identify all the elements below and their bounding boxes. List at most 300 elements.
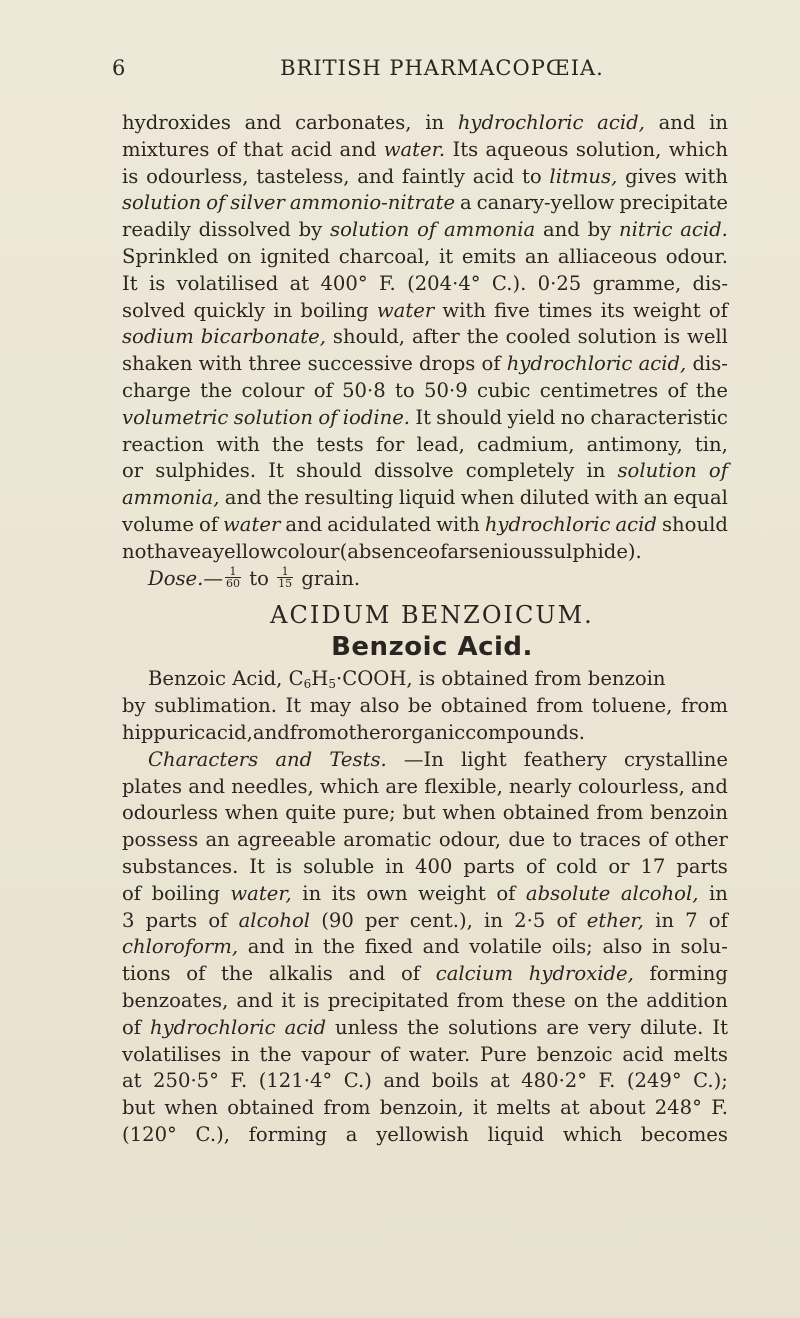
monograph-english-title: Benzoic Acid. [331,632,533,663]
text-word: in [302,881,322,905]
text-word: it [281,988,296,1012]
text-word: and [236,988,274,1012]
text-word: is [148,271,166,295]
text-word: weight [418,881,486,905]
text-word: its [331,881,356,905]
text-word: is [275,854,293,878]
text-word: emits [461,244,517,268]
text-word: 250·5° [153,1069,219,1093]
text-word: solution [577,325,657,349]
text-word: yellow [212,539,277,563]
text-word: ammonia [443,218,536,242]
text-word: odourless [122,801,219,825]
text-word: Characters [148,747,259,771]
text-word: toluene, [591,694,673,718]
text-line [122,720,728,747]
text-line [122,190,728,217]
text-line [122,1095,728,1122]
text-word: at [289,271,310,295]
text-word: in [294,935,314,959]
text-word: pure; [342,801,396,825]
text-line [122,988,728,1015]
text-word: when [442,801,496,825]
text-word: well [687,325,728,349]
text-word: its [600,298,625,322]
text-word: with [436,512,480,536]
text-word: parts [463,854,515,878]
text-word: dis- [692,271,728,295]
text-word: water. [408,1042,471,1066]
text-word: drops [419,352,476,376]
text-word: a [345,1122,358,1146]
text-word: hydrochloric [457,111,584,134]
formula-sub-hydrogen: 5 [328,677,336,692]
text-word: tin, [694,432,728,456]
text-word: equal [673,486,728,510]
text-word: acid [615,512,657,536]
text-word: have [154,539,202,563]
text-word: other [674,828,728,852]
text-word: 248° [654,1096,702,1120]
text-word: sulphides. [155,459,257,483]
text-word: from [596,801,644,825]
text-word: (absence [339,539,429,563]
text-word: sublimation. [154,694,277,718]
text-word: water, [230,881,292,905]
text-line [122,908,728,935]
text-word: nearly [509,774,572,798]
formula-sub-carbon: 6 [303,677,312,692]
text-word: five [494,298,530,322]
text-word: not [122,539,155,563]
text-word: solution [330,218,410,242]
text-line [122,110,728,137]
text-line [122,351,728,378]
text-word: successive [307,352,413,376]
text-word: characteristic [590,405,728,429]
text-word: acid [472,164,515,188]
text-word: benzoates, [122,988,229,1012]
text-line [122,378,728,405]
text-word: of [401,962,421,986]
text-word: no [560,405,585,429]
text-word: 7 [685,908,698,932]
text-word: tions [122,962,171,986]
text-word: 2·5 [514,908,546,932]
text-word: becomes [640,1122,728,1146]
text-line [122,827,728,854]
text-word: water [376,298,435,322]
text-word: hydroxide, [528,962,634,986]
text-word: —In [403,747,444,771]
text-word: the [200,378,233,402]
text-word: these [511,988,566,1012]
text-word: ether, [586,908,644,932]
formula-line [122,666,728,693]
text-word: feathery [523,747,607,771]
text-word: centimetres [539,378,659,402]
text-word: also [359,694,400,718]
text-word: acid, [638,352,687,376]
text-line [122,774,728,801]
text-word: litmus, [549,164,618,188]
text-line [122,324,728,351]
text-word: and [422,935,460,959]
text-word: when [164,1096,218,1120]
text-word: an [205,828,230,852]
dose-fraction-max: $\frac{1}{15}$ [278,564,293,590]
text-word: and [691,774,728,798]
text-line [122,405,728,432]
text-word: on [227,244,252,268]
text-line [122,137,728,164]
paragraph-hydroxides [122,110,728,566]
text-word: parts [145,908,198,932]
text-word: cadmium, [476,432,575,456]
text-word: the [466,325,499,349]
text-word: antimony, [586,432,683,456]
text-word: the [695,378,728,402]
text-line [122,800,728,827]
text-word: canary-yellow [476,191,615,215]
text-word: possess [122,828,199,852]
text-word: own [366,881,408,905]
dose-to: to [249,566,269,590]
text-word: of [708,908,728,932]
text-word: solu- [680,935,728,959]
text-word: at [490,1069,510,1093]
text-word: about [588,1096,646,1120]
text-word: acid. [680,218,728,242]
text-word: obtained [502,801,590,825]
text-word: per [364,908,399,932]
text-word: solved [122,298,186,322]
text-word: the [259,1042,292,1066]
text-line [122,512,728,539]
text-word: odourless, [146,164,249,188]
text-word: from [289,720,337,744]
text-word: obtained [440,694,528,718]
text-word: resulting [304,486,394,510]
text-word: (121·4° [258,1069,333,1093]
body-text [122,110,728,1149]
text-word: and [383,1069,421,1093]
text-word: (120° [122,1122,177,1146]
text-word: liquid [398,486,456,510]
text-word: is [122,164,139,188]
text-word: charge [122,378,191,402]
text-word: charcoal, [338,244,431,268]
text-word: solutions [448,1015,538,1039]
text-word: after [411,325,460,349]
text-word: melts [496,1096,551,1120]
text-word: are [546,1015,580,1039]
text-word: that [243,137,284,161]
running-title: BRITISH PHARMACOPŒIA. [280,56,604,80]
text-word: is [303,988,320,1012]
text-word: it [472,1096,488,1120]
text-word: of [417,218,437,242]
text-word: quite [285,801,337,825]
dose-label: Dose. [148,566,204,590]
text-word: bicarbonate, [200,325,326,349]
text-word: hydroxides [122,111,231,134]
text-word: cent.), [409,908,473,932]
text-word: of [525,854,545,878]
text-word: Its [452,137,479,161]
text-word: benzoin, [379,1096,464,1120]
text-line [122,881,728,908]
text-word: lead, [416,432,465,456]
text-word: acid, [597,111,645,134]
text-word: hydrochloric [484,512,611,536]
text-word: forming [248,1122,328,1146]
text-word: but [402,801,436,825]
text-line [122,298,728,325]
text-word: to [395,378,415,402]
text-word: sulphide). [543,539,642,563]
text-word: or [608,854,630,878]
text-word: with [198,352,243,376]
text-word: and [285,512,323,536]
text-word: from [323,1096,371,1120]
text-word: parts [676,854,728,878]
text-word: should [295,459,362,483]
text-word: at [122,1069,142,1093]
dose-unit: grain. [301,566,361,590]
text-word: tests [316,432,364,456]
text-word: with [594,486,639,510]
text-word: for [375,432,405,456]
text-word: alliaceous [557,244,658,268]
text-word: three [248,352,302,376]
text-word: are [385,774,419,798]
text-word: carbonates, [295,111,412,134]
text-word: weight [632,298,701,322]
text-word: should, [332,325,406,349]
text-word: of [318,405,338,429]
text-word: of [206,191,226,215]
text-word: in [586,459,606,483]
text-word: crystalline [623,747,728,771]
text-word: (90 [321,908,354,932]
text-word: in [651,935,671,959]
text-word: aqueous [485,137,569,161]
text-word: in [273,298,293,322]
text-line [122,244,728,271]
formula-post: ·COOH, is obtained from benzoin [335,667,666,691]
text-line [122,747,728,774]
text-word: F. [230,1069,248,1093]
text-word: C.). [491,271,527,295]
text-line [122,934,728,961]
text-word: arsenious [447,539,544,563]
text-word: of [708,459,728,483]
text-word: plates [122,774,183,798]
text-word: acid [290,137,333,161]
text-word: It [122,271,138,295]
text-word: of [648,828,668,852]
text-word: agreeable [237,828,336,852]
text-word: of [556,908,576,932]
text-line [122,1015,728,1042]
text-word: volatilises [122,1042,222,1066]
text-word: may [309,694,352,718]
text-word: solution [617,459,697,483]
text-word: volatilised [176,271,279,295]
text-word: on [573,988,599,1012]
text-word: (249° [626,1069,682,1093]
paragraph-characters-tests [122,747,728,1149]
text-word: the [266,486,300,510]
text-word: odour. [665,244,728,268]
text-word: substances. [122,854,239,878]
text-word: 3 [122,908,135,932]
text-word: by [122,694,146,718]
text-word: in [425,111,445,134]
text-word: dis- [692,352,728,376]
text-word: (204·4° [407,271,481,295]
text-word: gives [625,164,677,188]
text-word: and [224,486,262,510]
text-word: by [587,218,612,242]
text-word: acid, [205,720,253,744]
text-line [122,1122,728,1149]
text-word: an [643,486,668,510]
text-word: which [668,137,728,161]
text-word: very [587,1015,632,1039]
text-word: completely [465,459,575,483]
text-word: dilute. [640,1015,704,1039]
text-word: with [216,432,260,456]
text-word: of [186,962,206,986]
text-word: acidulated [327,512,432,536]
text-word: it [438,244,454,268]
text-word: in [709,881,728,905]
text-word: cooled [505,325,571,349]
text-word: readily [122,218,191,242]
text-word: odour, [438,828,502,852]
text-line [122,1042,728,1069]
text-word: and [339,137,377,161]
text-word: It [415,405,431,429]
text-word: 50·8 [342,378,386,402]
text-word: a [201,539,213,563]
text-word: the [407,1015,440,1039]
text-word: with [442,298,486,322]
text-word: C.); [693,1069,728,1093]
text-word: a [460,191,472,215]
text-word: and [252,720,290,744]
text-line [122,693,728,720]
text-word: light [461,747,507,771]
text-word: 480·2° [521,1069,588,1093]
text-word: diluted [519,486,590,510]
text-word: absolute [525,881,611,905]
text-word: and [542,218,580,242]
text-word: colourless, [577,774,685,798]
text-word: times [538,298,593,322]
text-word: is [663,325,681,349]
text-word: faintly [401,164,465,188]
text-word: cubic [477,378,531,402]
text-word: vapour [301,1042,371,1066]
text-word: tasteless, [256,164,350,188]
dose-dash: — [203,566,223,590]
text-word: quickly [193,298,266,322]
text-line [122,432,728,459]
text-word: dissolve [374,459,454,483]
text-word: from [456,988,504,1012]
text-word: in [709,111,728,134]
text-word: of [496,881,516,905]
text-word: volume [122,512,194,536]
text-word: water. [383,137,446,161]
text-word: forming [649,962,728,986]
text-word: solution [233,405,314,429]
text-word: of [122,1015,142,1039]
text-word: shaken [122,352,193,376]
paragraph-preparation [122,693,728,747]
text-word: obtained [227,1096,315,1120]
text-word: boiling [151,881,220,905]
text-word: and [188,774,226,798]
text-word: of [667,378,687,402]
text-word: 17 [640,854,666,878]
text-word: of [380,1042,400,1066]
text-word: or [122,459,144,483]
text-word: of [481,352,501,376]
text-word: needles, [231,774,314,798]
text-word: of [198,512,219,536]
text-word: volumetric [122,405,229,429]
text-word: when [224,801,279,825]
text-word: should [436,405,503,429]
text-word: F. [378,271,396,295]
text-word: due [508,828,546,852]
text-word: addition [646,988,728,1012]
text-word: C.), [195,1122,230,1146]
formula-mid: H [311,667,329,691]
text-word: yellowish [376,1122,469,1146]
text-word: water [223,512,281,536]
text-word: volatile [469,935,543,959]
text-word: an [524,244,550,268]
text-word: F. [598,1069,616,1093]
text-word: hydrochloric [506,352,633,376]
text-word: of [216,137,236,161]
text-word: hippuric [122,720,206,744]
text-word: acid [284,1015,327,1039]
text-word: unless [334,1015,399,1039]
text-word: and [275,747,313,771]
text-word: hydrochloric [149,1015,276,1039]
text-line [122,164,728,191]
text-word: reaction [122,432,205,456]
running-head [112,56,732,86]
text-word: of [313,378,333,402]
text-word: which [562,1122,623,1146]
text-word: solution [122,191,202,215]
text-word: It [268,459,284,483]
text-word: ammonia, [122,486,220,510]
text-word: chloroform, [122,935,239,959]
text-word: traces [579,828,641,852]
text-word: colour [241,378,305,402]
text-word: yield [507,405,556,429]
text-word: precipitated [327,988,449,1012]
text-word: and [348,962,386,986]
